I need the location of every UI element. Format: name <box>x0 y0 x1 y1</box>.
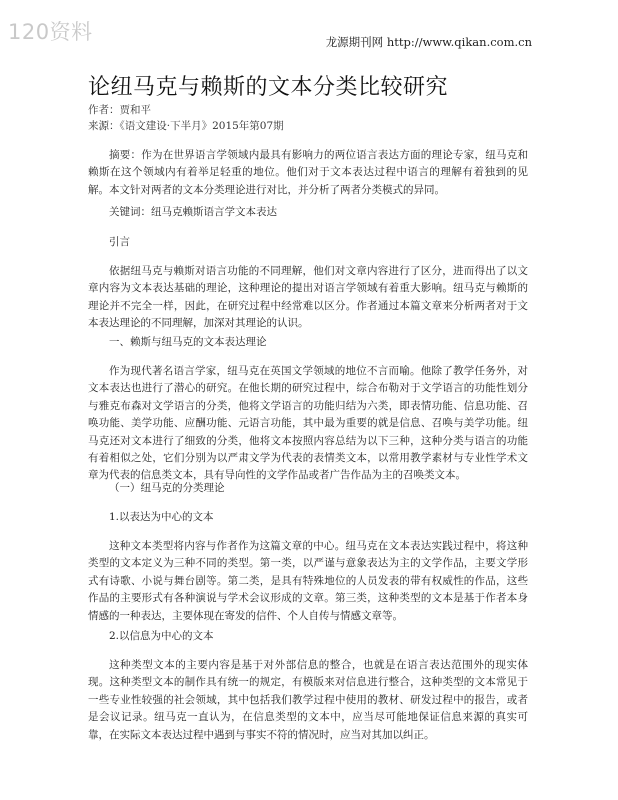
keywords-line: 关键词：纽马克赖斯语言学文本表达 <box>109 206 277 218</box>
watermark-logo: 120资料 <box>8 20 93 44</box>
article-source: 来源：《语文建设·下半月》2015年第07期 <box>88 120 284 132</box>
subheading-informative-text: 2.以信息为中心的文本 <box>109 630 214 642</box>
section-paragraph: 作为现代著名语言学家，纽马克在英国文学领域的地位不言而喻。他除了教学任务外，对文本表达也进行了潜心的研究。在他长期的研究过程中，综合布勒对于文学语言的功能性划分与雅克布森对文学语言的分类，他将文学语言的功能归结为六类，即表情功能、信息功能、召唤功能、美学功能、应酬功能、元语言功能，其中最为重要的就是信息、召唤与美学功能。纽马克还对文本进行了细致的分类，他将文本按照内容总结为以下三种，这种分类与语言的功能有着相似之处，它们分别为以严肃文学为代表的表情类文本，以常用教学素材与专业性学术文章为代表的信息类文本，具有导向性的文学作品或者广告作品为主的召唤类文本。 <box>88 365 528 482</box>
subheading-expressive-text: 1.以表达为中心的文本 <box>109 511 214 523</box>
informative-text-paragraph: 这种类型文本的主要内容是基于对外部信息的整合，也就是在语言表达范围外的现实体现。这种类型文本的制作具有统一的规定，有模版来对信息进行整合，这种类型的文本常见于一些专业性较强的社会领域，其中包括我们教学过程中使用的教材、研发过程中的报告，或者是会议记录。纽马克一直认为，在信息类型的文本中，应当尽可能地保证信息来源的真实可靠，在实际文本表达过程中遇到与事实不符的情况时，应当对其加以纠正。 <box>88 659 528 741</box>
intro-heading: 引言 <box>109 236 130 248</box>
subsection-heading: （一）纽马克的分类理论 <box>109 482 225 494</box>
article-title: 论纽马克与赖斯的文本分类比较研究 <box>88 75 449 100</box>
journal-site-header: 龙源期刊网 http://www.qikan.com.cn <box>325 35 532 49</box>
section-heading: 一、赖斯与纽马克的文本表达理论 <box>109 336 267 348</box>
abstract-paragraph: 摘要：作为在世界语言学领域内最具有影响力的两位语言表达方面的理论专家，纽马克和赖斯在这个领域内有着举足轻重的地位。他们对于文本表达过程中语言的理解有着独到的见解。本文针对两者的文本分类理论进行对比，并分析了两者分类模式的异同。 <box>88 149 528 196</box>
intro-paragraph: 依据纽马克与赖斯对语言功能的不同理解，他们对文章内容进行了区分，进而得出了以文章内容为文本表达基础的理论，这种理论的提出对语言学领域有着重大影响。纽马克与赖斯的理论并不完全一样，因此，在研究过程中经常难以区分。作者通过本篇文章来分析两者对于文本表达理论的不同理解，加深对其理论的认识。 <box>88 265 528 330</box>
expressive-text-paragraph: 这种文本类型将内容与作者作为这篇文章的中心。纽马克在文本表达实践过程中，将这种类型的文本定义为三种不同的类型。第一类，以严谨与意象表达为主的文学作品，主要文学形式有诗歌、小说与舞台剧等。第二类，是具有特殊地位的人员发表的带有权威性的作品，这些作品的主要形式有各种演说与学术会议形成的文章。第三类，这种类型的文本是基于作者本身情感的一种表达，主要体现在寄发的信件、个人自传与情感文章等。 <box>88 540 528 622</box>
article-author: 作者：贾和平 <box>88 104 151 116</box>
